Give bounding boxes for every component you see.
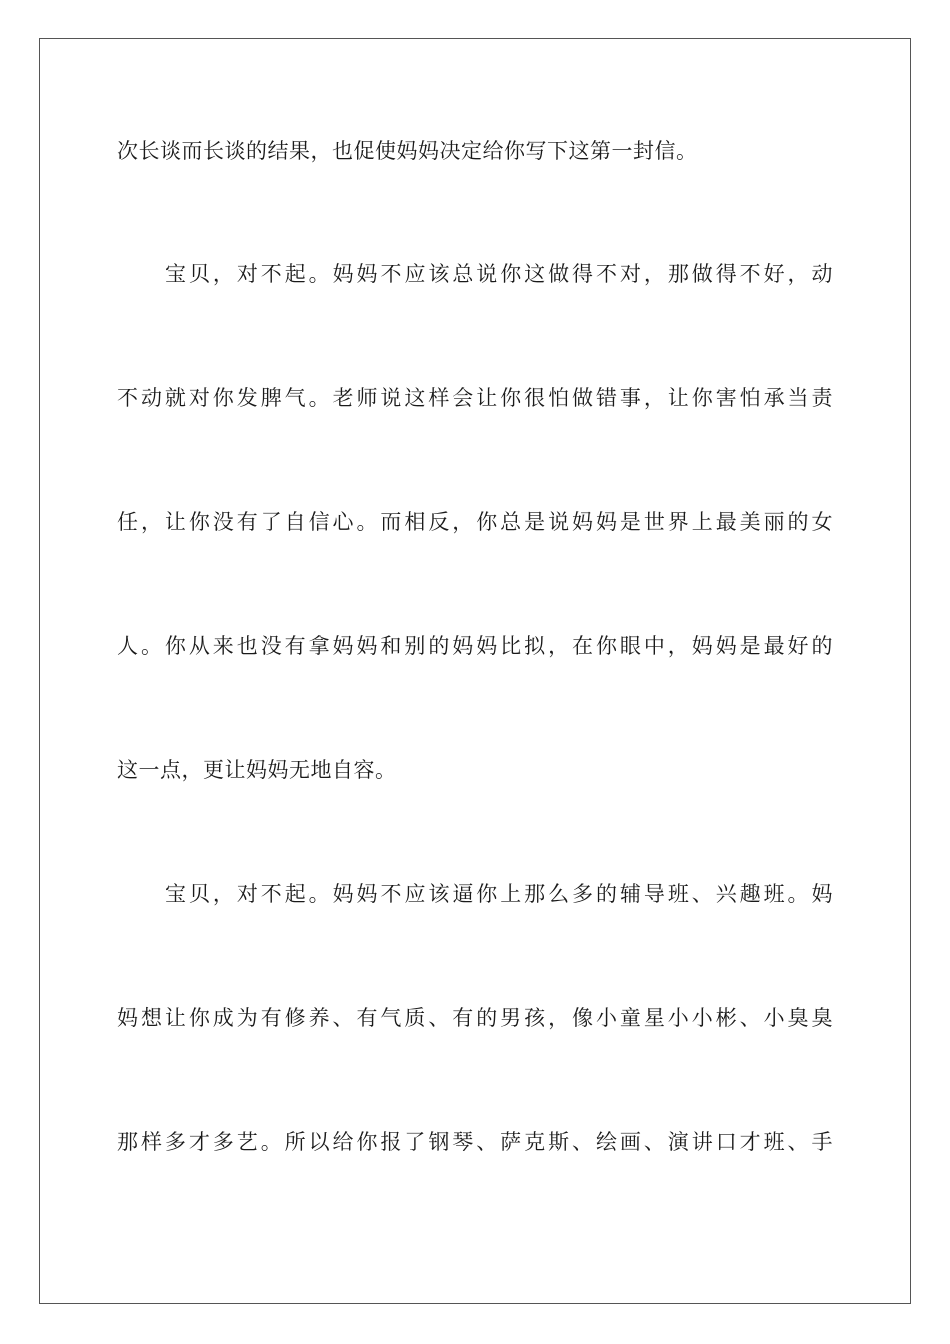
paragraph-line-3: 不动就对你发脾气。老师说这样会让你很怕做错事，让你害怕承当责 — [117, 386, 833, 410]
paragraph-line-4: 任，让你没有了自信心。而相反，你总是说妈妈是世界上最美丽的女 — [117, 510, 833, 534]
paragraph-line-2: 宝贝，对不起。妈妈不应该总说你这做得不对，那做得不好，动 — [165, 262, 833, 286]
paragraph-line-6: 这一点，更让妈妈无地自容。 — [117, 758, 397, 782]
paragraph-line-1: 次长谈而长谈的结果，也促使妈妈决定给你写下这第一封信。 — [117, 139, 698, 163]
paragraph-line-9: 那样多才多艺。所以给你报了钢琴、萨克斯、绘画、演讲口才班、手 — [117, 1130, 833, 1154]
paragraph-line-8: 妈想让你成为有修养、有气质、有的男孩，像小童星小小彬、小臭臭 — [117, 1006, 833, 1030]
page-border — [39, 38, 911, 1304]
paragraph-line-7: 宝贝，对不起。妈妈不应该逼你上那么多的辅导班、兴趣班。妈 — [165, 882, 833, 906]
paragraph-line-5: 人。你从来也没有拿妈妈和别的妈妈比拟，在你眼中，妈妈是最好的 — [117, 634, 833, 658]
